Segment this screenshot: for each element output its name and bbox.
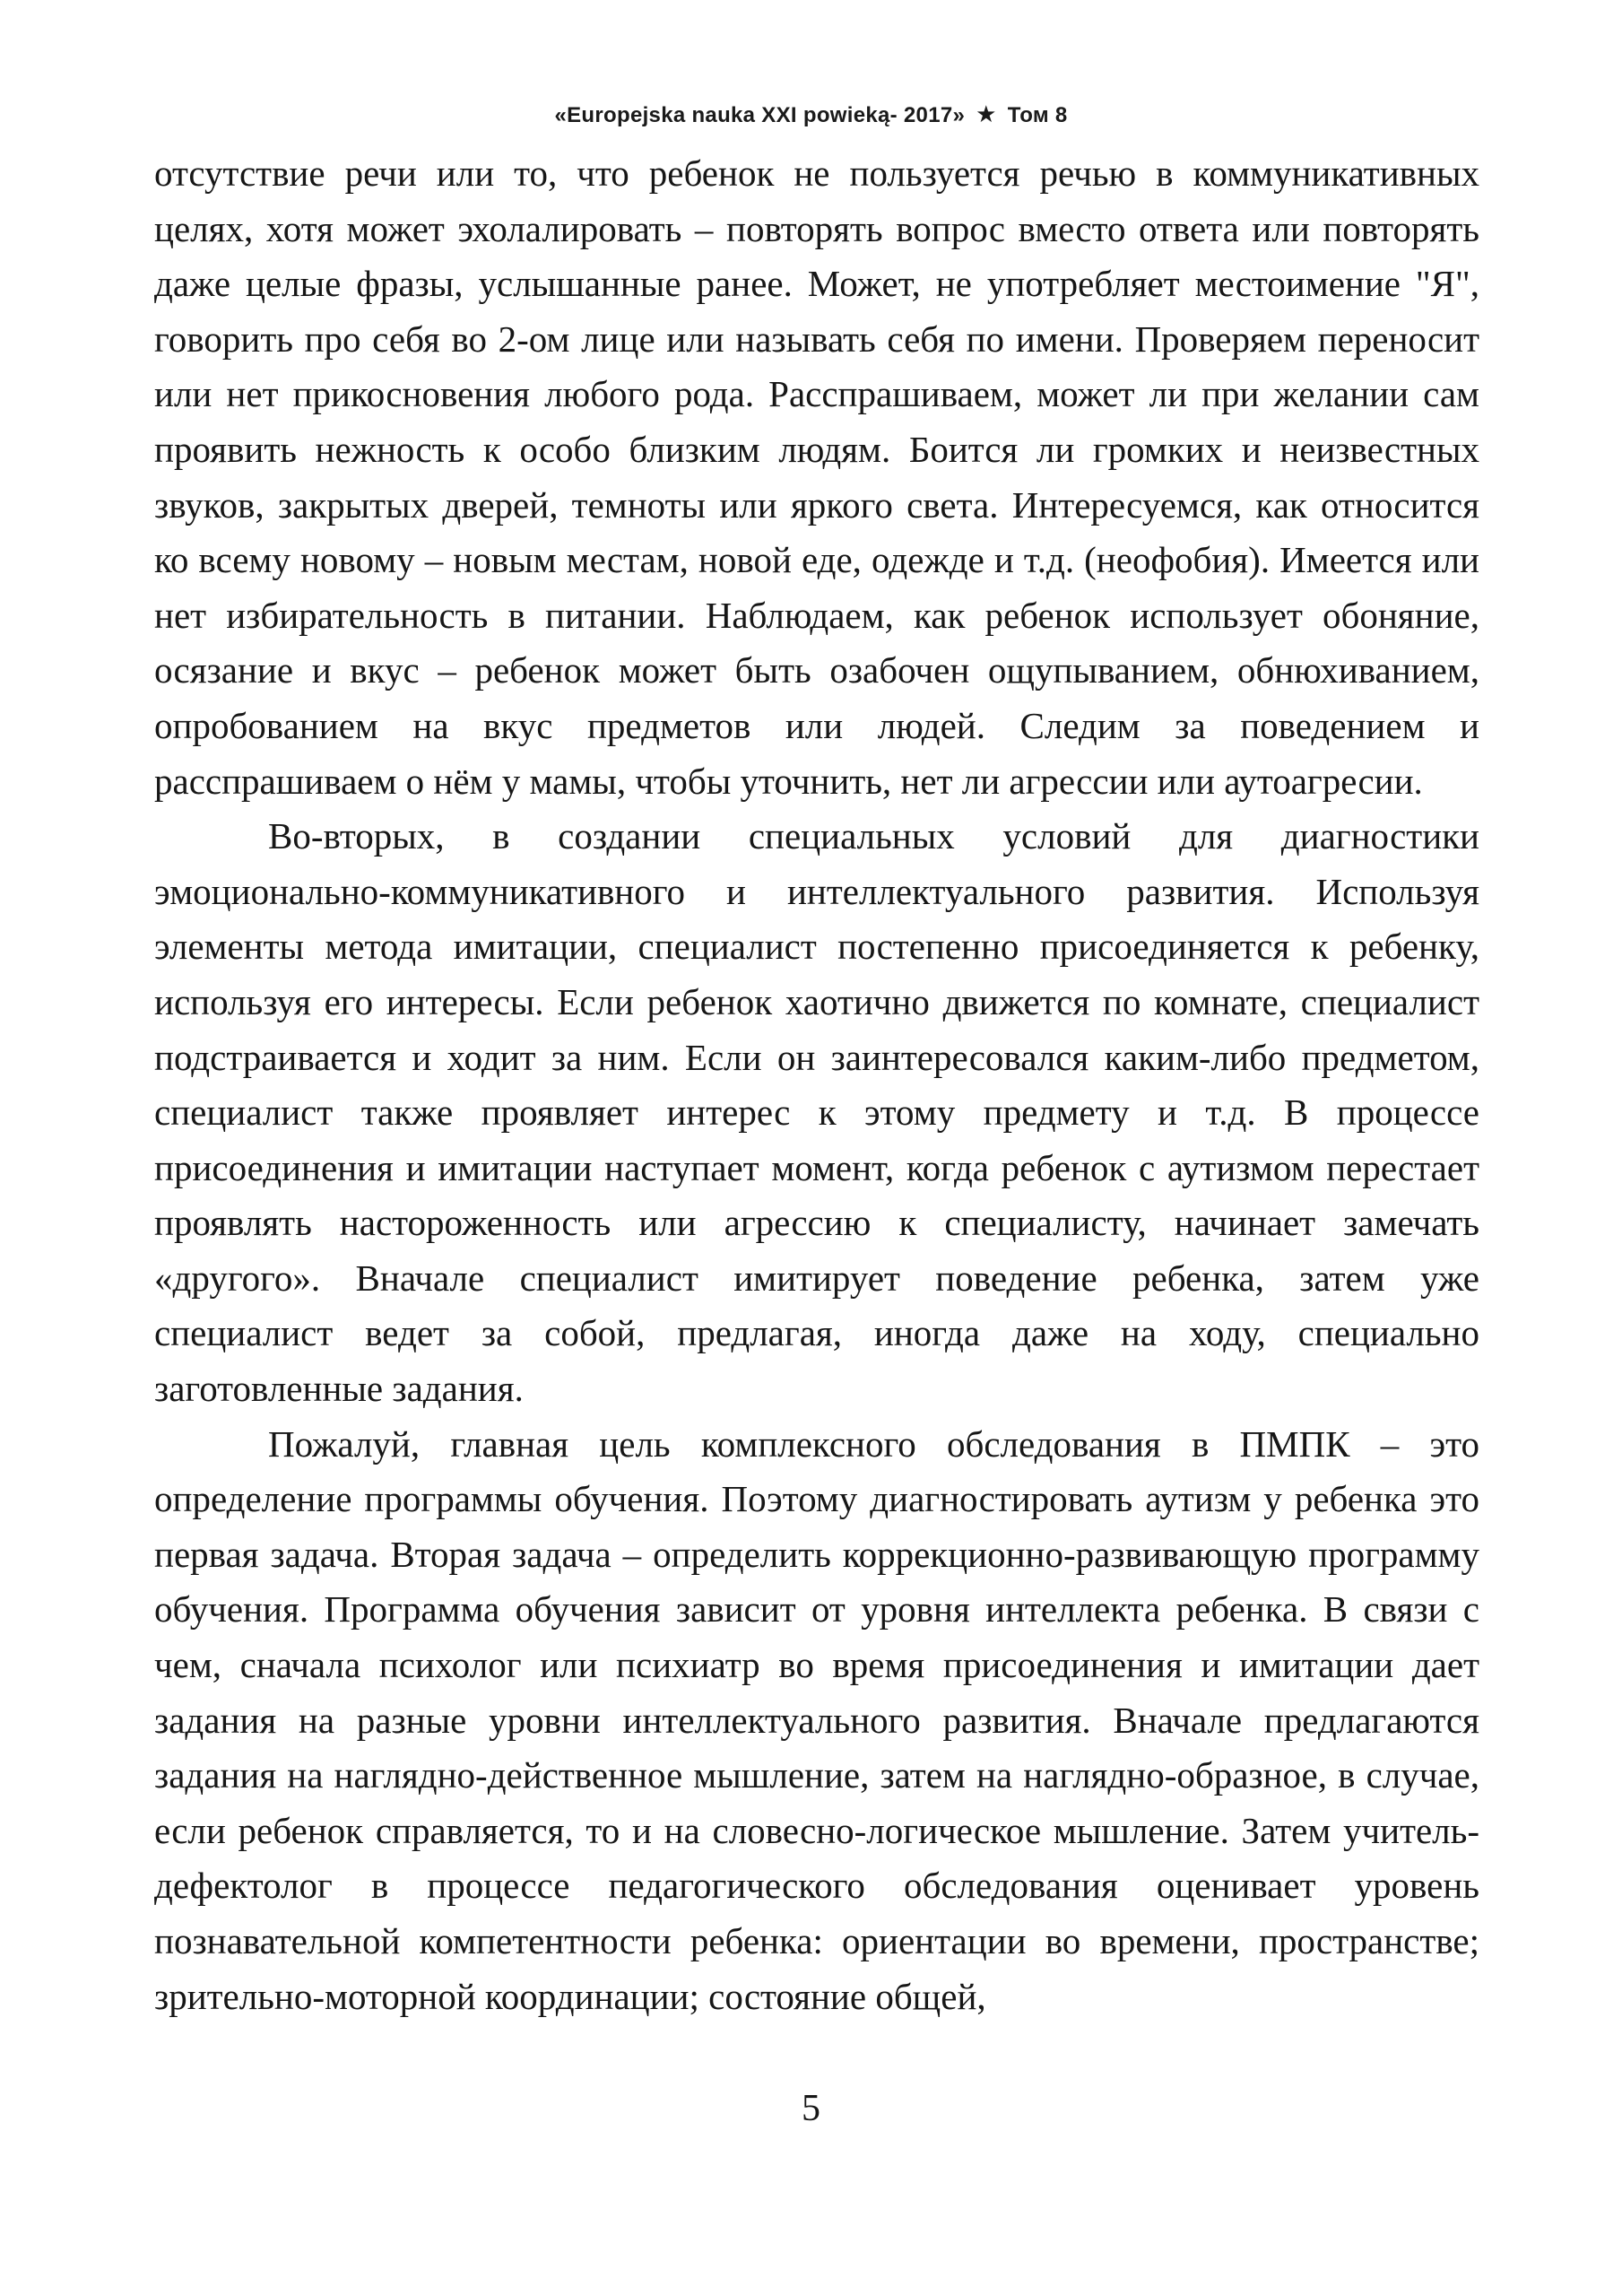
volume-label: Том 8 [1007,103,1068,127]
star-icon: ★ [976,100,997,127]
body-text [154,146,1479,2024]
journal-title: «Europejska nauka XXI powieką- 2017» [554,103,966,127]
running-header [0,100,1622,128]
paragraph-secondly: Во-вторых, в создании специальных условий для диагностики эмоционально-коммуникативного и интеллектуального развития. Используя элементы метода имитации, специалист постепенно присоединяется к ребенку, используя его интересы. Если ребенок хаотично движется по комнате, специалист подстраивается и ходит за ним. Если он заинтересовался каким-либо предметом, специалист также проявляет интерес к этому предмету и т.д. В процессе присоединения и имитации наступает момент, когда ребенок с аутизмом перестает проявлять настороженность или агрессию к специалисту, начинает замечать «другого». Вначале специалист имитирует поведение ребенка, затем уже специалист ведет за собой, предлагая, иногда даже на ходу, специально заготовленные задания. [154,815,1479,1410]
page-number: 5 [802,2088,820,2129]
paragraph-main-goal: Пожалуй, главная цель комплексного обследования в ПМПК – это определение программы обучения. Поэтому диагностировать аутизм у ребенка это первая задача. Вторая задача – определить коррекционно-развивающую программу обучения. Программа обучения зависит от уровня интеллекта ребенка. В связи с чем, сначала психолог или психиатр во время присоединения и имитации дает задания на разные уровни интеллектуального развития. Вначале предлагаются задания на наглядно-действенное мышление, затем на наглядно-образное, в случае, если ребенок справляется, то и на словесно-логическое мышление. Затем учитель-дефектолог в процессе педагогического обследования оценивает уровень познавательной компетентности ребенка: ориентации во времени, пространстве; зрительно-моторной координации; состояние общей, [154,1422,1479,2017]
paragraph-continued: отсутствие речи или то, что ребенок не пользуется речью в коммуникативных целях, хотя может эхолалировать – повторять вопрос вместо ответа или повторять даже целые фразы, услышанные ранее. Может, не употребляет местоимение "Я", говорить про себя во 2-ом лице или называть себя по имени. Проверяем переносит или нет прикосновения любого рода. Расспрашиваем, может ли при желании сам проявить нежность к особо близким людям. Боится ли громких и неизвестных звуков, закрытых дверей, темноты или яркого света. Интересуемся, как относится ко всему новому – новым местам, новой еде, одежде и т.д. (неофобия). Имеется или нет избирательность в питании. Наблюдаем, как ребенок использует обоняние, осязание и вкус – ребенок может быть озабочен ощупыванием, обнюхиванием, опробованием на вкус предметов или людей. Следим за поведением и расспрашиваем о нём у мамы, чтобы уточнить, нет ли агрессии или аутоагресии. [154,152,1479,802]
